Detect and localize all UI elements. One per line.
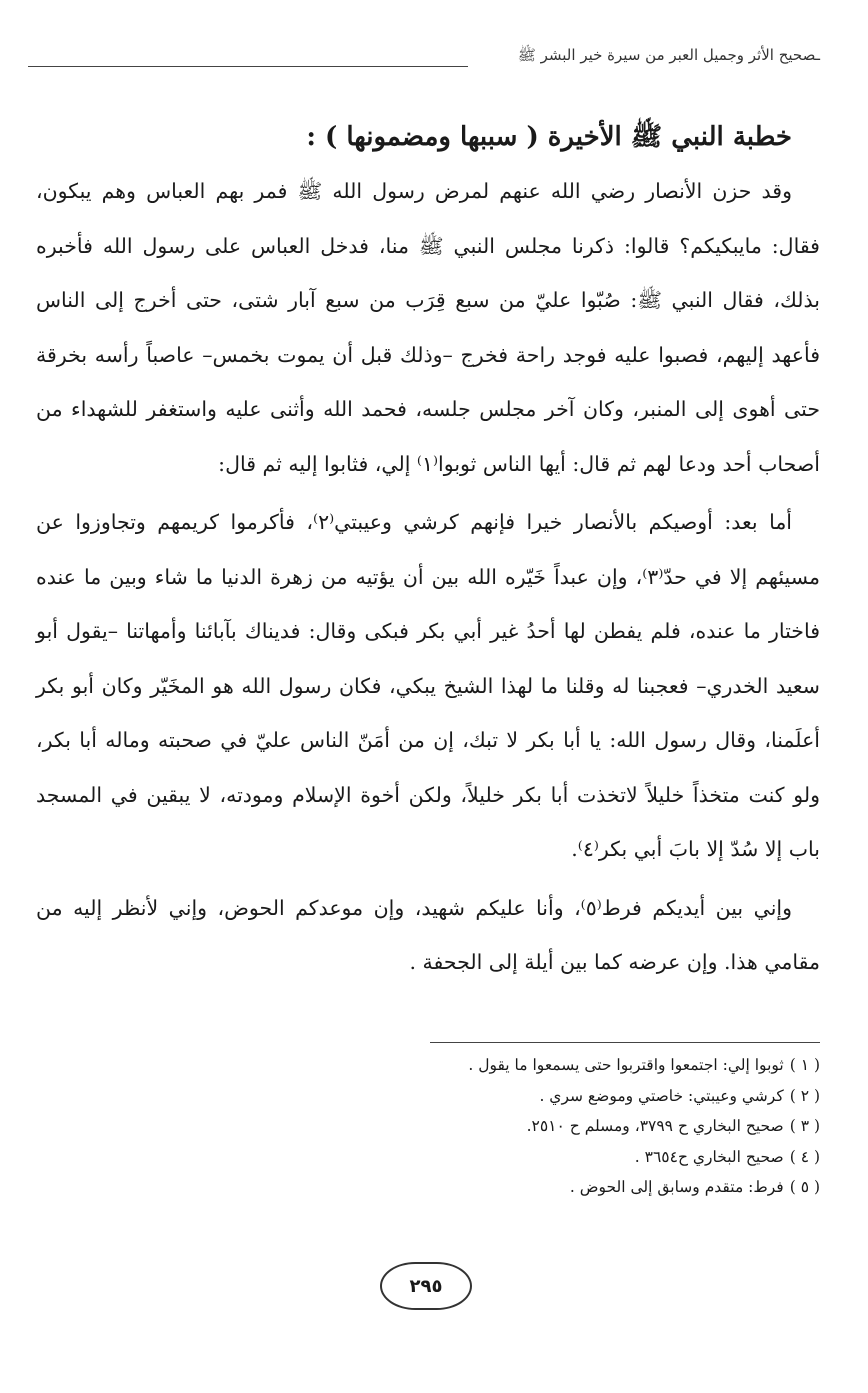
footnote-number: ( ٥ ) bbox=[789, 1178, 820, 1196]
section-title: خطبة النبي ﷺ الأخيرة ( سببها ومضمونها ) : bbox=[306, 122, 792, 152]
footnote-item bbox=[300, 1172, 820, 1203]
footnote-text: كرشي وعيبتي: خاصتي وموضع سري . bbox=[539, 1086, 784, 1105]
page-number-badge bbox=[380, 1262, 472, 1310]
header-rule bbox=[28, 66, 468, 67]
footnote-number: ( ١ ) bbox=[789, 1056, 820, 1074]
footnote-number: ( ٣ ) bbox=[789, 1117, 820, 1135]
paragraph-1: وقد حزن الأنصار رضي الله عنهم لمرض رسول الله ﷺ فمر بهم العباس وهم يبكون، فقال: مايبكيكم؟ قالوا: ذكرنا مجلس النبي ﷺ منا، فدخل العباس على رسول الله فأخبره بذلك، فقال النبي ﷺ: صُبّوا عليّ من سبع قِرَب من سبع آبار شتى، حتى أخرج إلى الناس فأعهد إليهم، فصبوا عليه فوجد راحة فخرج –وذلك قبل أن يموت بخمس– عاصباً رأسه بخرقة حتى أهوى إلى المنبر، وكان آخر مجلس جلسه، فحمد الله وأثنى عليه واستغفر للشهداء من أصحاب أحد ودعا لهم ثم قال: أيها الناس ثوبوا⁽١⁾ إلي، فثابوا إليه ثم قال: bbox=[36, 179, 820, 476]
footnote-item bbox=[300, 1050, 820, 1081]
footnote-rule bbox=[430, 1042, 820, 1043]
running-header bbox=[28, 44, 820, 78]
footnotes bbox=[300, 1050, 820, 1203]
footnote-text: صحيح البخاري ح٣٦٥٤ . bbox=[634, 1147, 784, 1166]
running-title: ـصحيح الأثر وجميل العبر من سيرة خير البشر ﷺ bbox=[517, 46, 820, 64]
footnote-item bbox=[300, 1142, 820, 1173]
footnote-number: ( ٢ ) bbox=[789, 1086, 820, 1105]
paragraph-3: وإني بين أيديكم فرط⁽٥⁾، وأنا عليكم شهيد، وإن موعدكم الحوض، وإني لأنظر إليه من مقامي هذا. وإن عرضه كما بين أيلة إلى الجحفة . bbox=[36, 895, 820, 974]
footnote-text: صحيح البخاري ح ٣٧٩٩، ومسلم ح ٢٥١٠. bbox=[526, 1117, 784, 1135]
page-number: ٢٩٥ bbox=[409, 1275, 443, 1297]
footnote-item bbox=[300, 1081, 820, 1112]
main-text bbox=[36, 110, 820, 990]
footnote-text: ثوبوا إلي: اجتمعوا واقتربوا حتى يسمعوا ما يقول . bbox=[468, 1056, 784, 1074]
footnote-number: ( ٤ ) bbox=[789, 1147, 820, 1166]
footnote-text: فرط: متقدم وسابق إلى الحوض . bbox=[569, 1178, 784, 1196]
footnote-item bbox=[300, 1111, 820, 1142]
paragraph-2: أما بعد: أوصيكم بالأنصار خيرا فإنهم كرشي وعيبتي⁽٢⁾، فأكرموا كريمهم وتجاوزوا عن مسيئهم إلا في حدّ⁽٣⁾، وإن عبداً خَيّره الله بين أن يؤتيه من زهرة الدنيا ما شاء وبين ما عنده فاختار ما عنده، فلم يفطن لها أحدُ غير أبي بكر فبكى وقال: فديناك بآبائنا وأمهاتنا –يقول أبو سعيد الخدري– فعجبنا له وقلنا ما لهذا الشيخ يبكي، فكان رسول الله هو المخَيّر وكان أبو بكر أعلَمنا، وقال رسول الله: يا أبا بكر لا تبك، إن من أمَنّ الناس عليّ في صحبته وماله أبا بكر، ولو كنت متخذاً خليلاً لاتخذت أبا بكر خليلاً، ولكن أخوة الإسلام ومودته، لا يبقين في المسجد باب إلا سُدّ إلا بابَ أبي بكر⁽٤⁾. bbox=[36, 510, 820, 861]
